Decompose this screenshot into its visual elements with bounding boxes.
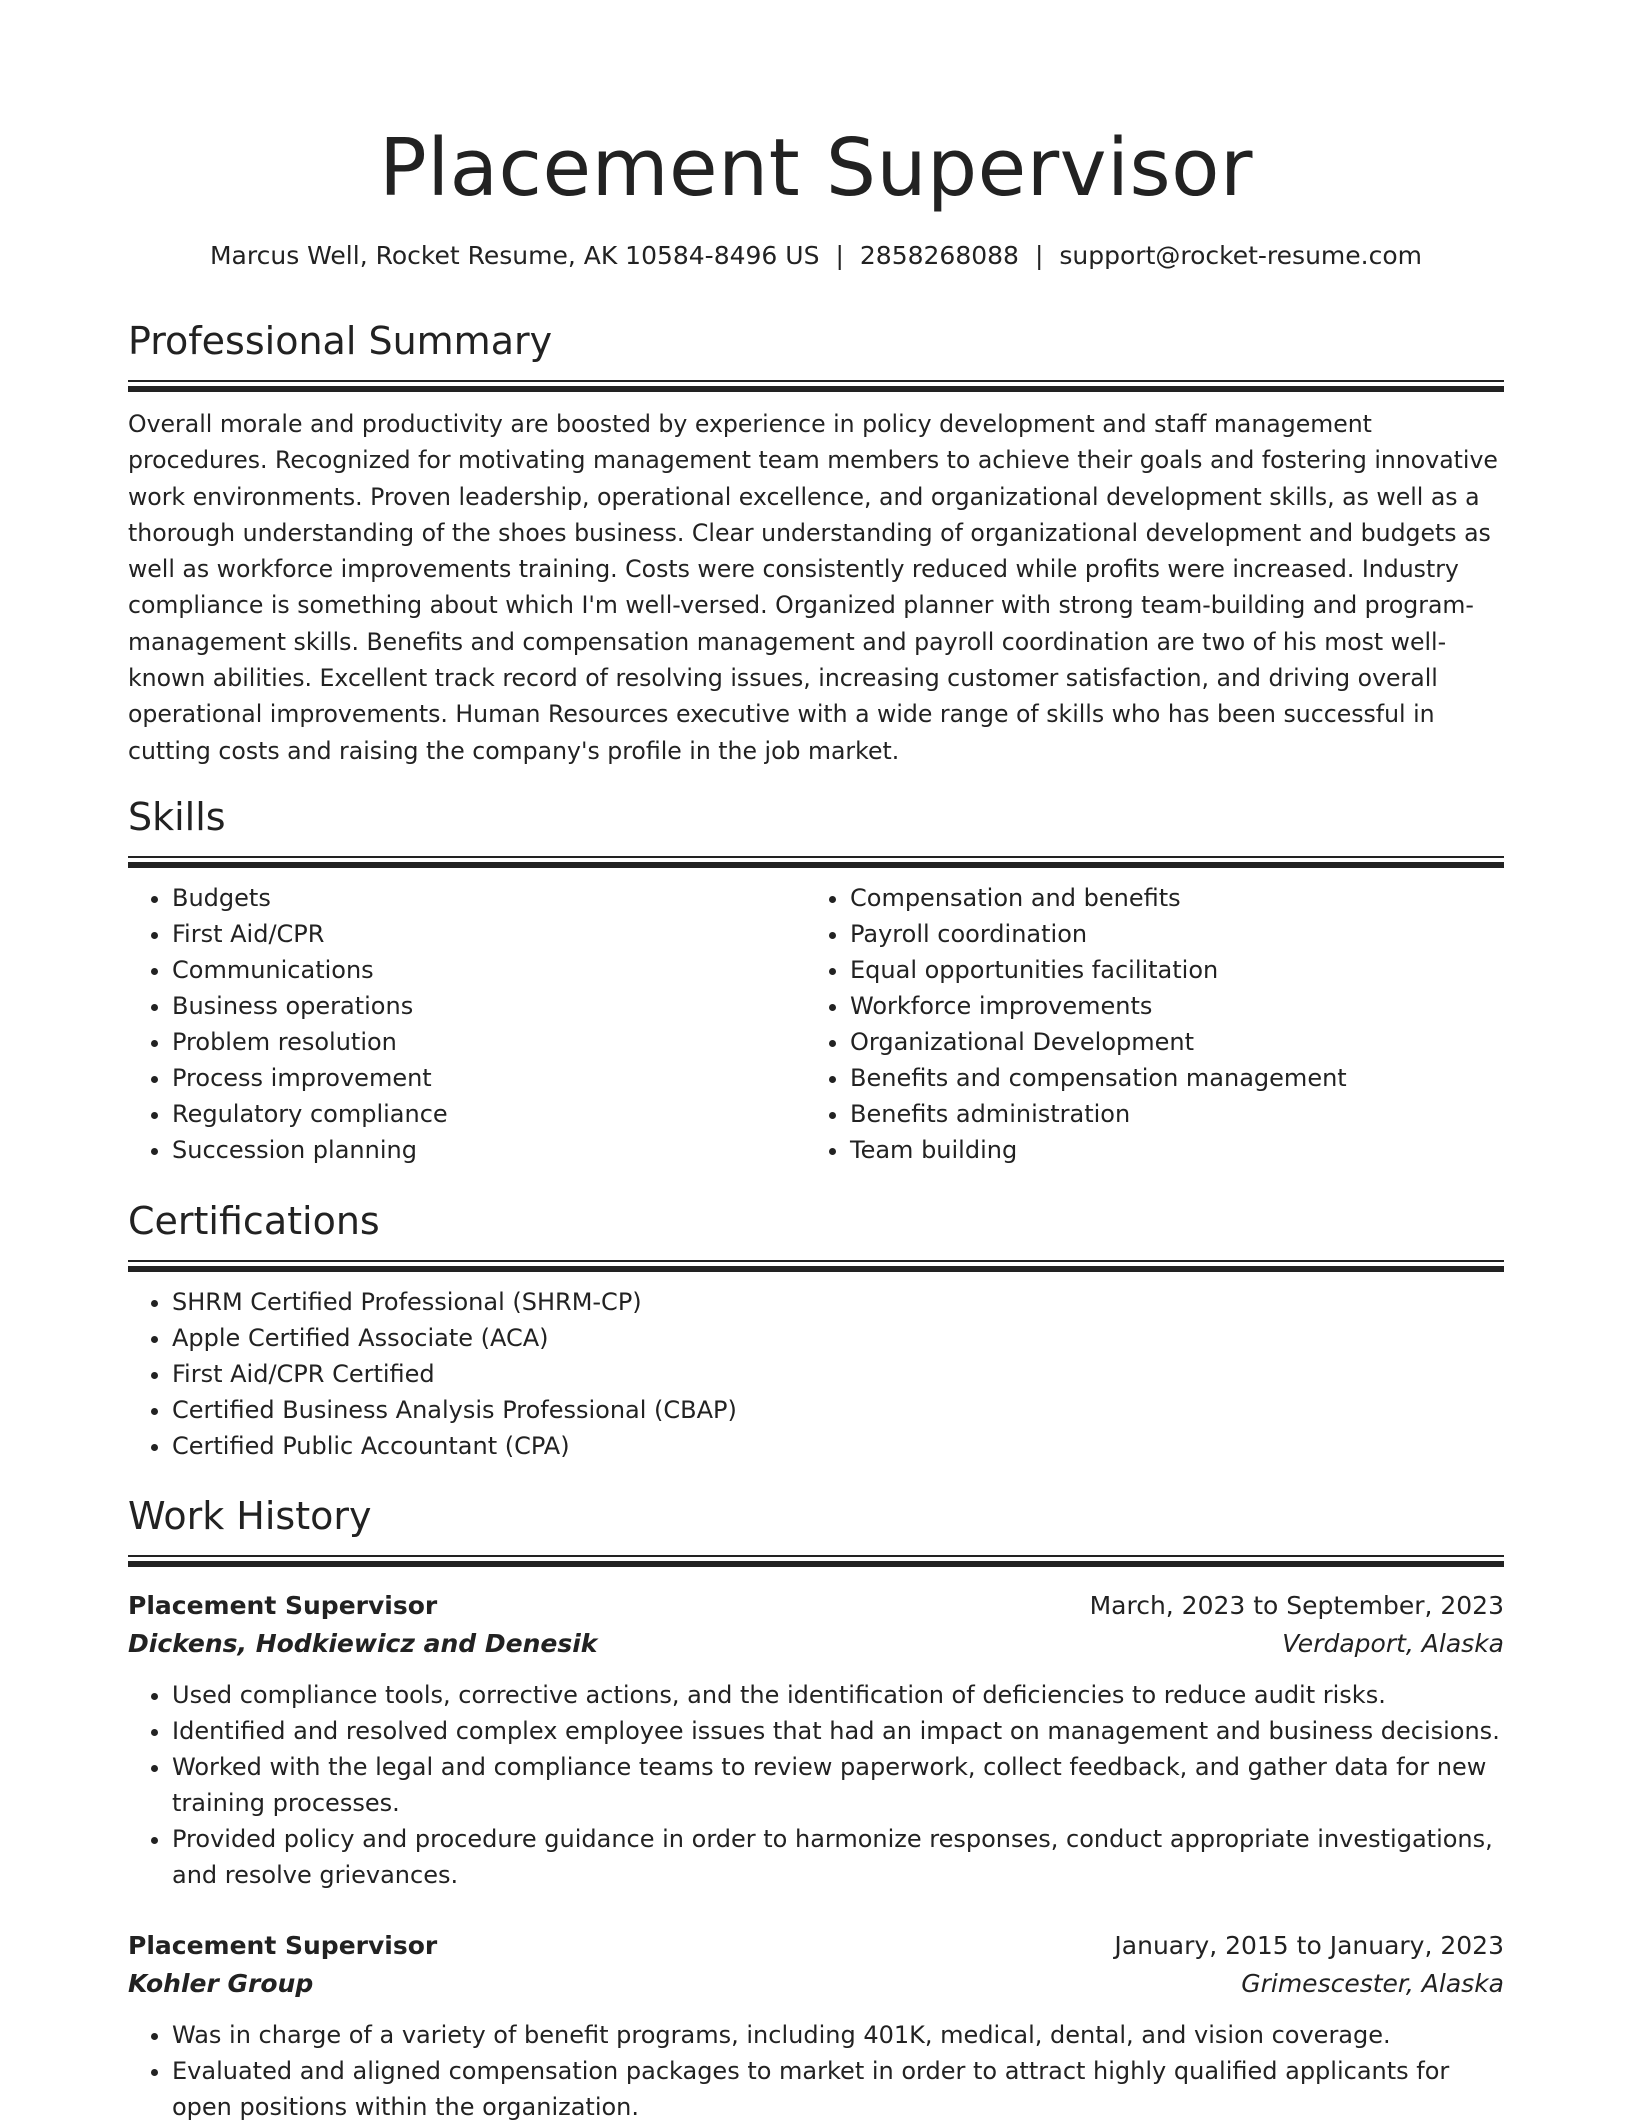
job-bullets — [128, 2017, 1504, 2125]
job-company: Dickens, Hodkiewicz and Denesik — [128, 1629, 598, 1658]
job-bullet: • Identified and resolved complex employee issues that had an impact on management and business decisions. — [172, 1713, 1504, 1749]
skill-item: • Benefits administration — [850, 1096, 1504, 1132]
skill-item: • Team building — [850, 1132, 1504, 1168]
contact-separator: | — [1034, 241, 1044, 270]
skill-item: • First Aid/CPR — [172, 916, 806, 952]
job-entry — [128, 1927, 1504, 2125]
certification-item: • Certified Public Accountant (CPA) — [172, 1428, 1504, 1464]
job-subheader — [128, 1625, 1504, 1663]
contact-phone: 2858268088 — [859, 241, 1019, 270]
job-bullet: • Evaluated and aligned compensation packages to market in order to attract highly qualified applicants for open positions within the organization. — [172, 2053, 1504, 2125]
job-bullet: • Was in charge of a variety of benefit programs, including 401K, medical, dental, and vision coverage. — [172, 2017, 1504, 2053]
job-subheader — [128, 1965, 1504, 2003]
skill-item: • Organizational Development — [850, 1024, 1504, 1060]
job-title: Placement Supervisor — [128, 1591, 438, 1620]
skill-item: • Succession planning — [172, 1132, 806, 1168]
skill-item: • Regulatory compliance — [172, 1096, 806, 1132]
certifications-section — [128, 1196, 1504, 1464]
section-divider — [128, 1260, 1504, 1272]
contact-line — [128, 238, 1504, 274]
job-dates: January, 2015 to January, 2023 — [1114, 1931, 1504, 1960]
job-title: Placement Supervisor — [128, 1931, 438, 1960]
job-dates: March, 2023 to September, 2023 — [1089, 1591, 1504, 1620]
job-bullet: • Worked with the legal and compliance teams to review paperwork, collect feedback, and gather data for new training processes. — [172, 1749, 1504, 1821]
job-bullet: • Provided policy and procedure guidance in order to harmonize responses, conduct appropriate investigations, and resolve grievances. — [172, 1821, 1504, 1893]
job-entry — [128, 1587, 1504, 1893]
skills-heading: Skills — [128, 795, 226, 839]
skill-item: • Payroll coordination — [850, 916, 1504, 952]
contact-email: support@rocket-resume.com — [1059, 241, 1422, 270]
certifications-list — [128, 1284, 1504, 1464]
job-header — [128, 1587, 1504, 1625]
certifications-heading: Certifications — [128, 1199, 380, 1243]
job-bullets — [128, 1677, 1504, 1893]
job-bullet: • Used compliance tools, corrective actions, and the identification of deficiencies to reduce audit risks. — [172, 1677, 1504, 1713]
contact-separator: | — [835, 241, 844, 270]
skills-list-left — [128, 880, 806, 1168]
skill-item: • Workforce improvements — [850, 988, 1504, 1024]
skills-columns — [128, 868, 1504, 1168]
skills-list-right — [806, 880, 1504, 1168]
skill-item: • Business operations — [172, 988, 806, 1024]
work-history-section — [128, 1491, 1504, 2125]
skill-item: • Compensation and benefits — [850, 880, 1504, 916]
certification-item: • Certified Business Analysis Professional (CBAP) — [172, 1392, 1504, 1428]
skill-item: • Communications — [172, 952, 806, 988]
summary-section — [128, 316, 1504, 769]
job-location: Verdaport, Alaska — [1282, 1629, 1504, 1658]
job-location: Grimescester, Alaska — [1241, 1969, 1504, 1998]
skills-section — [128, 792, 1504, 1168]
work-history-heading: Work History — [128, 1494, 372, 1538]
summary-text: Overall morale and productivity are boosted by experience in policy development and staff management procedures. Recognized for motivating management team members to achieve their goals and fostering innovative work environments. Proven leadership, operational excellence, and organizational development skills, as well as a thorough understanding of the shoes business. Clear understanding of organizational development and budgets as well as workforce improvements training. Costs were consistently reduced while profits were increased. Industry compliance is something about which I'm well-versed. Organized planner with strong team-building and program-management skills. Benefits and compensation management and payroll coordination are two of his most well-known abilities. Excellent track record of resolving issues, increasing customer satisfaction, and driving overall operational improvements. Human Resources executive with a wide range of skills who has been successful in cutting costs and raising the company's profile in the job market. — [128, 410, 1498, 765]
skill-item: • Problem resolution — [172, 1024, 806, 1060]
job-header — [128, 1927, 1504, 1965]
section-divider — [128, 380, 1504, 392]
resume-title: Placement Supervisor — [379, 122, 1253, 214]
certification-item: • Apple Certified Associate (ACA) — [172, 1320, 1504, 1356]
skill-item: • Benefits and compensation management — [850, 1060, 1504, 1096]
contact-address: Marcus Well, Rocket Resume, AK 10584-8496 US — [209, 241, 820, 270]
section-divider — [128, 1555, 1504, 1567]
skill-item: • Budgets — [172, 880, 806, 916]
skill-item: • Process improvement — [172, 1060, 806, 1096]
job-company: Kohler Group — [128, 1969, 314, 1998]
section-divider — [128, 856, 1504, 868]
skill-item: • Equal opportunities facilitation — [850, 952, 1504, 988]
certification-item: • SHRM Certified Professional (SHRM-CP) — [172, 1284, 1504, 1320]
summary-heading: Professional Summary — [128, 319, 553, 363]
certification-item: • First Aid/CPR Certified — [172, 1356, 1504, 1392]
